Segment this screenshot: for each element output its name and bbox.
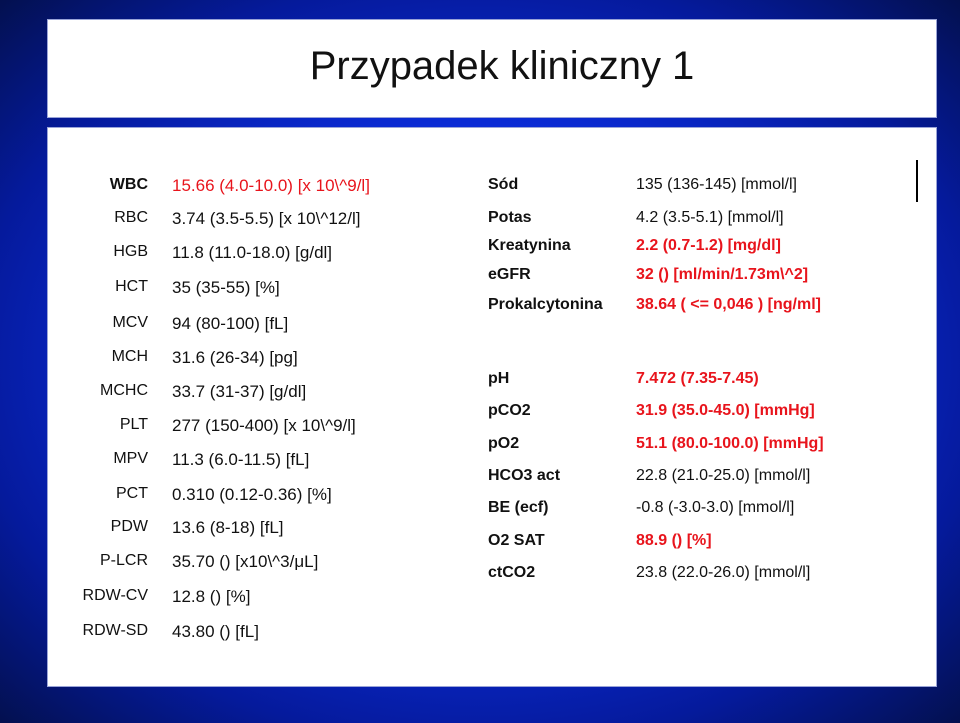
content-panel bbox=[47, 127, 937, 687]
param-name: HCT bbox=[115, 278, 148, 295]
param-value: 35.70 () [x10\^3/μL] bbox=[172, 552, 319, 571]
param-value: 94 (80-100) [fL] bbox=[172, 314, 289, 333]
divider-line bbox=[916, 160, 918, 202]
param-name: RDW-CV bbox=[82, 587, 148, 604]
param-name: PLT bbox=[119, 416, 148, 433]
param-value: 88.9 () [%] bbox=[636, 532, 712, 549]
param-value: 31.9 (35.0-45.0) [mmHg] bbox=[636, 402, 815, 419]
param-value: 4.2 (3.5-5.1) [mmol/l] bbox=[636, 209, 784, 226]
param-value: 11.3 (6.0-11.5) [fL] bbox=[172, 450, 310, 469]
param-value: 0.310 (0.12-0.36) [%] bbox=[172, 485, 332, 504]
param-value: 43.80 () [fL] bbox=[172, 622, 259, 641]
param-name: Sód bbox=[488, 176, 519, 193]
param-name: pCO2 bbox=[488, 402, 531, 419]
param-name: Kreatynina bbox=[488, 237, 571, 254]
param-name: MCV bbox=[112, 314, 148, 331]
param-name: PCT bbox=[116, 485, 148, 502]
param-name: eGFR bbox=[488, 266, 531, 283]
param-value: 38.64 ( <= 0,046 ) [ng/ml] bbox=[636, 296, 821, 313]
param-name: PDW bbox=[110, 518, 148, 535]
param-value: 35 (35-55) [%] bbox=[172, 278, 280, 297]
param-value: 11.8 (11.0-18.0) [g/dl] bbox=[172, 243, 333, 262]
param-name: HGB bbox=[113, 243, 148, 260]
param-name: pH bbox=[488, 370, 510, 387]
param-value: 51.1 (80.0-100.0) [mmHg] bbox=[636, 435, 824, 452]
param-value: 32 () [ml/min/1.73m\^2] bbox=[636, 266, 809, 283]
param-value: 2.2 (0.7-1.2) [mg/dl] bbox=[636, 237, 781, 254]
param-name: RBC bbox=[114, 209, 148, 226]
param-name: HCO3 act bbox=[488, 467, 561, 484]
param-value: 31.6 (26-34) [pg] bbox=[172, 348, 298, 367]
title-panel bbox=[47, 19, 937, 118]
param-value: 13.6 (8-18) [fL] bbox=[172, 518, 284, 537]
param-value: 33.7 (31-37) [g/dl] bbox=[172, 382, 307, 401]
param-name: pO2 bbox=[488, 435, 520, 452]
param-value: 135 (136-145) [mmol/l] bbox=[636, 176, 797, 193]
param-name: Potas bbox=[488, 209, 532, 226]
param-name: MPV bbox=[113, 450, 148, 467]
param-value: -0.8 (-3.0-3.0) [mmol/l] bbox=[636, 499, 795, 516]
param-value: 15.66 (4.0-10.0) [x 10\^9/l] bbox=[172, 176, 370, 195]
param-name: Prokalcytonina bbox=[488, 296, 603, 313]
param-name: P-LCR bbox=[99, 552, 148, 569]
param-value: 7.472 (7.35-7.45) bbox=[636, 370, 759, 387]
param-value: 3.74 (3.5-5.5) [x 10\^12/l] bbox=[172, 209, 361, 228]
param-value: 23.8 (22.0-26.0) [mmol/l] bbox=[636, 564, 811, 581]
param-name: WBC bbox=[109, 176, 148, 193]
param-name: O2 SAT bbox=[488, 532, 545, 549]
param-name: MCH bbox=[111, 348, 148, 365]
param-value: 22.8 (21.0-25.0) [mmol/l] bbox=[636, 467, 811, 484]
param-value: 277 (150-400) [x 10\^9/l] bbox=[172, 416, 356, 435]
param-name: RDW-SD bbox=[82, 622, 148, 639]
param-value: 12.8 () [%] bbox=[172, 587, 251, 606]
param-name: ctCO2 bbox=[488, 564, 536, 581]
slide-title: Przypadek kliniczny 1 bbox=[309, 44, 695, 88]
param-name: MCHC bbox=[100, 382, 148, 399]
param-name: BE (ecf) bbox=[488, 499, 549, 516]
